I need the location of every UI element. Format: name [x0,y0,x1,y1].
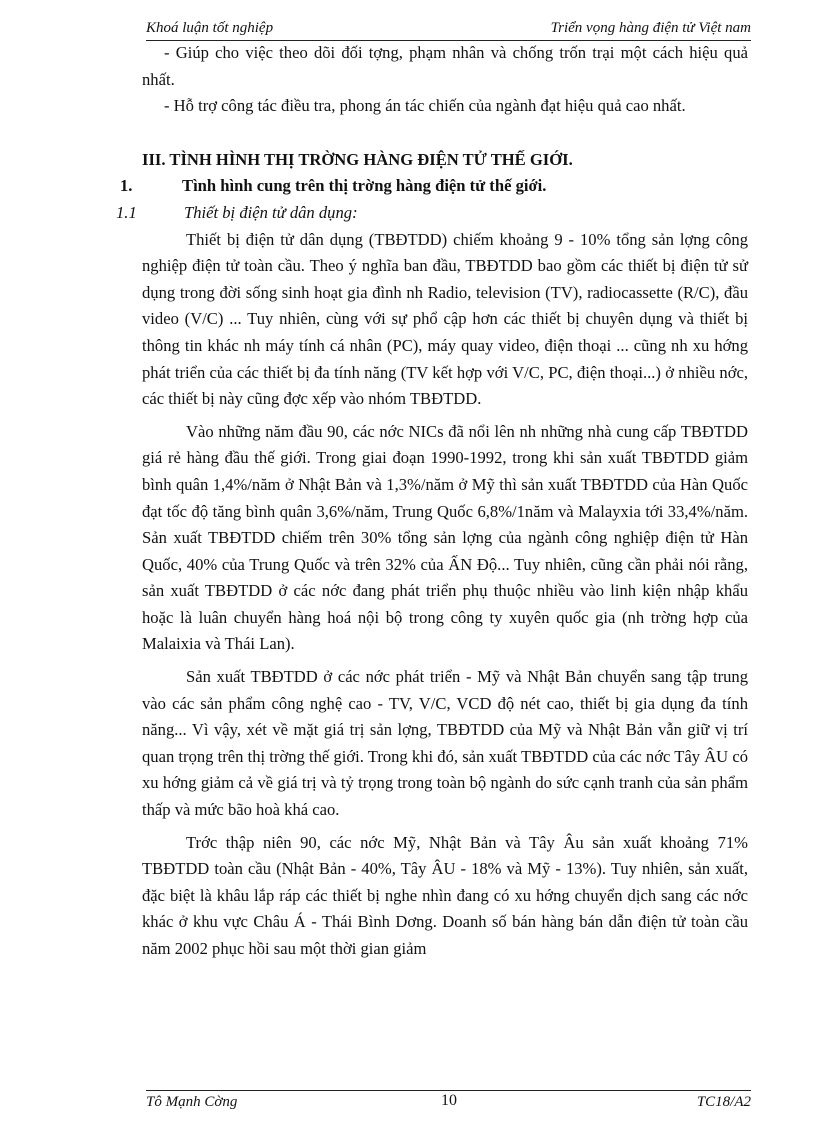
section-heading: III. TÌNH HÌNH THỊ TRỜNG HÀNG ĐIỆN TỬ THẾ GIỚI. [142,149,573,169]
document-body [116,40,748,963]
body-paragraph: Thiết bị điện tử dân dụng (TBĐTDD) chiếm khoảng 9 - 10% tổng sản lợng công nghiệp điện tử toàn cầu. Theo ý nghĩa ban đầu, TBĐTDD bao gồm các thiết bị điện tử sử dụng trong đời sống sinh hoạt gia đình nh Radio, television (TV), radiocassette (R/C), đầu video (V/C) ... Tuy nhiên, cùng với sự phổ cập hơn các thiết bị chuyên dụng và thiết bị thông tin khác nh máy tính cá nhân (PC), máy quay video, điện thoại ... cũng nh xu hớng phát triển của các thiết bị đa tính năng (TV kết hợp với V/C, PC, điện thoại...) ở nhiều nớc, các thiết bị này cũng đợc xếp vào nhóm TBĐTDD. [142,229,748,409]
subsubsection-title: Thiết bị điện tử dân dụng: [184,202,358,222]
body-paragraph: Sản xuất TBĐTDD ở các nớc phát triển - Mỹ và Nhật Bản chuyển sang tập trung vào các sản phẩm công nghệ cao - TV, V/C, VCD độ nét cao, thiết bị gia dụng đa tính năng... Vì vậy, xét về mặt giá trị sản lợng, TBĐTDD của Mỹ và Nhật Bản vẫn giữ vị trí quan trọng trên thị trờng thế giới. Trong khi đó, sản xuất TBĐTDD của các nớc Tây ÂU có xu hớng giảm cả về giá trị và tỷ trọng trong toàn bộ ngành do sức cạnh tranh của sản phẩm thấp và mức bão hoà khá cao. [142,667,748,820]
body-paragraph: Vào những năm đầu 90, các nớc NICs đã nổi lên nh những nhà cung cấp TBĐTDD giá rẻ hàng đầu thế giới. Trong giai đoạn 1990-1992, trong khi sản xuất TBĐTDD giảm bình quân 1,4%/năm ở Nhật Bản và 1,3%/năm ở Mỹ thì sản xuất TBĐTDD của Hàn Quốc đạt tốc độ tăng bình quân 3,6%/năm, Trung Quốc 6,8%/1năm và Malayxia tới 33,4%/năm. Sản xuất TBĐTDD chiếm trên 30% tổng sản lợng của ngành công nghiệp điện tử Hàn Quốc, 40% của Trung Quốc và trên 32% của ẤN Độ... Tuy nhiên, cũng cần phải nói rằng, sản xuất TBĐTDD ở các nớc đang phát triển phụ thuộc nhiều vào linh kiện nhập khẩu hoặc là luân chuyển hàng hoá nội bộ trong công ty xuyên quốc gia (nh trờng hợp của Malaixia và Thái Lan). [142,421,748,654]
subsection-number: 1. [120,176,133,196]
page-number: 10 [441,1092,457,1109]
body-paragraph: Trớc thập niên 90, các nớc Mỹ, Nhật Bản và Tây Âu sản xuất khoảng 71% TBĐTDD toàn cầu (Nhật Bản - 40%, Tây ÂU - 18% và Mỹ - 13%). Tuy nhiên, sản xuất, đặc biệt là khâu lắp ráp các thiết bị nghe nhìn đang có xu hớng chuyển dịch sang các nớc khác ở khu vực Châu Á - Thái Bình Dơng. Doanh số bán hàng bán dẫn điện tử toàn cầu năm 2002 phục hồi sau một thời gian giảm [142,832,748,958]
page-header [146,18,751,41]
footer-class-code: TC18/A2 [696,1094,751,1110]
subsection-heading [120,173,748,200]
bullet-paragraph: - Giúp cho việc theo dõi đối tợng, phạm nhân và chống trốn trại một cách hiệu quả nhất. [142,43,748,89]
header-thesis-label: Khoá luận tốt nghiệp [146,20,274,36]
header-topic-label: Triển vọng hàng điện tử Việt nam [550,20,751,36]
subsection-title: Tình hình cung trên thị trờng hàng điện tử thế giới. [182,176,547,196]
footer-author: Tô Mạnh Cờng [146,1094,238,1110]
subsubsection-number: 1.1 [116,202,137,222]
page-footer [146,1090,751,1113]
subsubsection-heading [116,200,748,227]
bullet-paragraph: - Hỗ trợ công tác điều tra, phong án tác chiến của ngành đạt hiệu quả cao nhất. [164,96,686,116]
